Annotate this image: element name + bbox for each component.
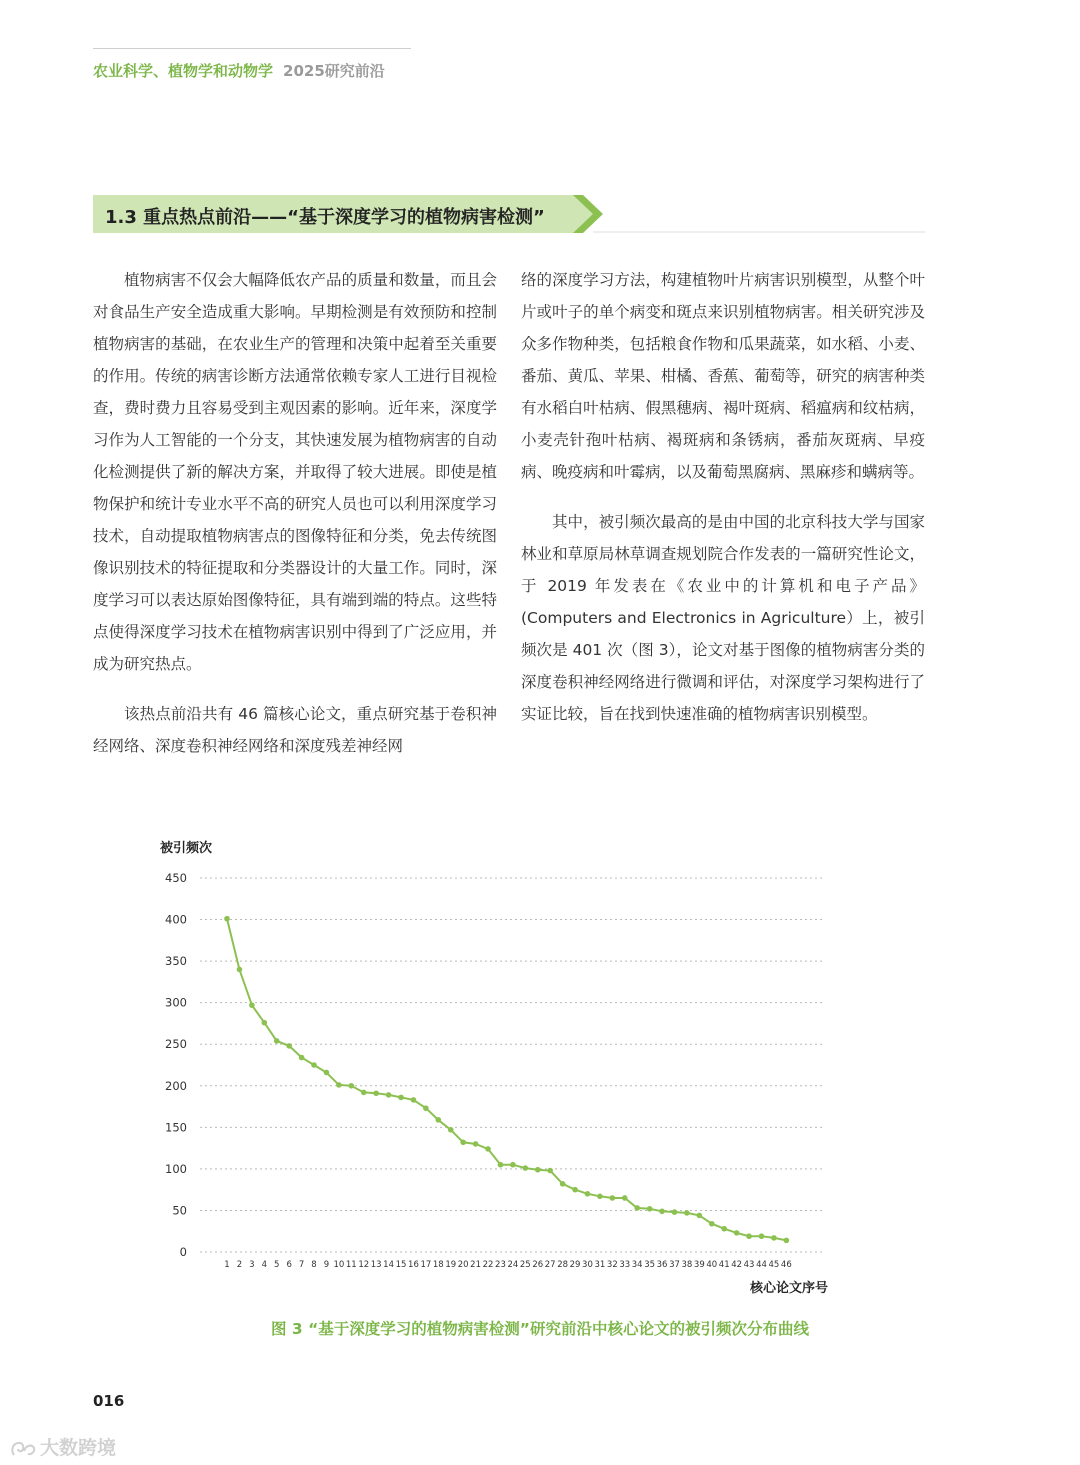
- x-tick-label: 18: [432, 1260, 444, 1270]
- x-tick-label: 30: [582, 1260, 593, 1270]
- x-tick-label: 34: [631, 1260, 643, 1270]
- data-point: [697, 1213, 703, 1219]
- x-tick-label: 10: [333, 1260, 345, 1270]
- x-tick-label: 45: [768, 1260, 780, 1270]
- x-tick-label: 42: [731, 1260, 743, 1270]
- x-tick-label: 24: [507, 1260, 519, 1270]
- data-point: [336, 1082, 342, 1088]
- running-title: 农业科学、植物学和动物学: [93, 62, 274, 80]
- y-tick-label: 300: [165, 995, 187, 1010]
- x-tick-label: 22: [482, 1260, 494, 1270]
- y-tick-label: 450: [165, 871, 187, 885]
- citation-chart: [150, 835, 850, 1305]
- x-tick-label: 6: [286, 1260, 292, 1270]
- data-point: [759, 1233, 765, 1239]
- x-tick-label: 9: [323, 1260, 330, 1270]
- x-tick-label: 13: [370, 1260, 382, 1270]
- x-tick-label: 41: [718, 1260, 730, 1270]
- data-point: [274, 1038, 280, 1044]
- data-point: [324, 1070, 330, 1076]
- x-tick-label: 14: [383, 1260, 395, 1270]
- data-point: [411, 1097, 417, 1103]
- data-point: [572, 1187, 578, 1193]
- x-axis-label: 核心论文序号: [749, 1281, 828, 1296]
- y-tick-label: 100: [165, 1161, 187, 1176]
- x-tick-label: 7: [298, 1260, 305, 1270]
- section-banner: [93, 195, 925, 233]
- data-point: [349, 1083, 355, 1089]
- running-head: [93, 60, 385, 81]
- x-tick-label: 16: [408, 1260, 419, 1270]
- data-point: [647, 1206, 653, 1212]
- y-tick-label: 50: [172, 1203, 187, 1218]
- y-tick-label: 150: [165, 1120, 187, 1135]
- x-tick-label: 43: [743, 1260, 755, 1270]
- x-tick-label: 15: [395, 1260, 407, 1270]
- paragraph: 其中，被引频次最高的是由中国的北京科技大学与国家林业和草原局林草调查规划院合作发表的一篇研究性论文，于 2019 年发表在《农业中的计算机和电子产品》(Computers and Electronics in Agriculture）上，被引频次是 401 次（图 3），论文对基于图像的植物病害分类的深度卷积神经网络进行微调和评估，对深度学习架构进行了实证比较，旨在找到快速准确的植物病害识别模型。: [521, 513, 925, 723]
- data-point: [373, 1090, 379, 1096]
- data-point: [721, 1226, 727, 1232]
- x-tick-label: 25: [519, 1260, 531, 1270]
- data-point: [448, 1127, 454, 1133]
- y-axis-label: 被引频次: [160, 841, 213, 856]
- y-tick-label: 250: [165, 1037, 187, 1052]
- header-rule: [93, 48, 411, 49]
- x-tick-label: 21: [470, 1260, 482, 1270]
- x-tick-label: 17: [420, 1260, 432, 1270]
- data-point: [560, 1181, 566, 1187]
- paragraph: 该热点前沿共有 46 篇核心论文，重点研究基于卷积神经网络、深度卷积神经网络和深度残差神经网: [93, 705, 497, 755]
- x-tick-label: 11: [345, 1260, 357, 1270]
- data-point: [746, 1233, 752, 1239]
- x-tick-label: 29: [569, 1260, 581, 1270]
- data-point: [585, 1191, 591, 1197]
- x-tick-label: 35: [644, 1260, 656, 1270]
- x-tick-label: 40: [706, 1260, 718, 1270]
- x-tick-label: 31: [594, 1260, 606, 1270]
- x-tick-label: 20: [457, 1260, 469, 1270]
- y-tick-label: 400: [165, 912, 187, 927]
- data-point: [610, 1195, 616, 1201]
- x-tick-label: 26: [532, 1260, 544, 1270]
- data-point: [423, 1105, 429, 1111]
- body-column-right: [521, 264, 925, 748]
- data-point: [473, 1141, 479, 1147]
- data-point: [386, 1092, 392, 1098]
- data-point: [498, 1162, 504, 1168]
- figure-caption: 图 3 “基于深度学习的植物病害检测”研究前沿中核心论文的被引频次分布曲线: [271, 1320, 809, 1338]
- body-column-left: [93, 264, 497, 780]
- x-tick-label: 4: [261, 1260, 268, 1270]
- section-title: 1.3 重点热点前沿——“基于深度学习的植物病害检测”: [105, 207, 545, 228]
- data-point: [510, 1162, 516, 1168]
- paragraph: 植物病害不仅会大幅降低农产品的质量和数量，而且会对食品生产安全造成重大影响。早期检测是有效预防和控制植物病害的基础，在农业生产的管理和决策中起着至关重要的作用。传统的病害诊断方法通常依赖专家人工进行目视检查，费时费力且容易受到主观因素的影响。近年来，深度学习作为人工智能的一个分支，其快速发展为植物病害的自动化检测提供了新的解决方案，并取得了较大进展。即使是植物保护和统计专业水平不高的研究人员也可以利用深度学习技术，自动提取植物病害点的图像特征和分类，免去传统图像识别技术的特征提取和分类器设计的大量工作。同时，深度学习可以表达原始图像特征，具有端到端的特点。这些特点使得深度学习技术在植物病害识别中得到了广泛应用，并成为研究热点。: [93, 271, 497, 673]
- data-point: [734, 1230, 740, 1236]
- series-line: [227, 919, 786, 1241]
- data-point: [249, 1002, 255, 1008]
- x-tick-label: 28: [557, 1260, 569, 1270]
- y-tick-label: 0: [179, 1245, 187, 1259]
- y-tick-label: 200: [165, 1078, 187, 1093]
- data-point: [299, 1055, 305, 1061]
- x-tick-label: 27: [544, 1260, 556, 1270]
- data-point: [634, 1205, 640, 1211]
- watermark: [10, 1433, 116, 1460]
- data-point: [684, 1210, 690, 1216]
- data-point: [485, 1146, 491, 1152]
- x-tick-label: 46: [780, 1260, 792, 1270]
- data-point: [436, 1117, 442, 1123]
- x-tick-label: 37: [669, 1260, 680, 1270]
- page-number: 016: [93, 1392, 125, 1410]
- data-point: [659, 1208, 665, 1214]
- data-point: [286, 1043, 292, 1049]
- x-tick-label: 33: [619, 1260, 631, 1270]
- x-tick-label: 23: [495, 1260, 506, 1270]
- data-point: [237, 967, 243, 973]
- x-tick-label: 12: [358, 1260, 370, 1270]
- data-point: [398, 1095, 404, 1101]
- x-tick-label: 36: [656, 1260, 668, 1270]
- data-point: [622, 1195, 628, 1201]
- data-point: [547, 1168, 553, 1174]
- chart-svg: [150, 835, 850, 1305]
- x-tick-label: 32: [606, 1260, 618, 1270]
- data-point: [361, 1090, 367, 1096]
- x-tick-label: 2: [236, 1260, 243, 1270]
- paragraph: 络的深度学习方法，构建植物叶片病害识别模型，从整个叶片或叶子的单个病变和斑点来识别植物病害。相关研究涉及众多作物种类，包括粮食作物和瓜果蔬菜，如水稻、小麦、番茄、黄瓜、苹果、柑橘、香蕉、葡萄等，研究的病害种类有水稻白叶枯病、假黑穗病、褐叶斑病、稻瘟病和纹枯病，小麦壳针孢叶枯病、褐斑病和条锈病，番茄灰斑病、早疫病、晚疫病和叶霉病，以及葡萄黑腐病、黑麻疹和螨病等。: [521, 271, 925, 481]
- data-point: [784, 1238, 790, 1244]
- x-tick-label: 19: [445, 1260, 457, 1270]
- running-subtitle: 2025研究前沿: [283, 62, 385, 80]
- data-point: [311, 1062, 317, 1068]
- watermark-logo-icon: [10, 1439, 36, 1459]
- y-tick-label: 350: [165, 954, 187, 969]
- data-point: [261, 1020, 267, 1026]
- x-tick-label: 38: [681, 1260, 693, 1270]
- data-point: [771, 1235, 777, 1241]
- data-point: [224, 916, 230, 922]
- x-tick-label: 1: [224, 1260, 230, 1270]
- data-point: [709, 1221, 715, 1227]
- x-tick-label: 8: [311, 1260, 317, 1270]
- x-tick-label: 44: [756, 1260, 767, 1270]
- x-tick-label: 39: [693, 1260, 705, 1270]
- data-point: [523, 1165, 529, 1171]
- data-point: [460, 1139, 466, 1145]
- watermark-text: 大数跨境: [40, 1437, 117, 1459]
- x-tick-label: 5: [274, 1260, 280, 1270]
- data-point: [535, 1167, 541, 1173]
- data-point: [597, 1194, 603, 1200]
- data-point: [672, 1209, 678, 1215]
- x-tick-label: 3: [249, 1260, 255, 1270]
